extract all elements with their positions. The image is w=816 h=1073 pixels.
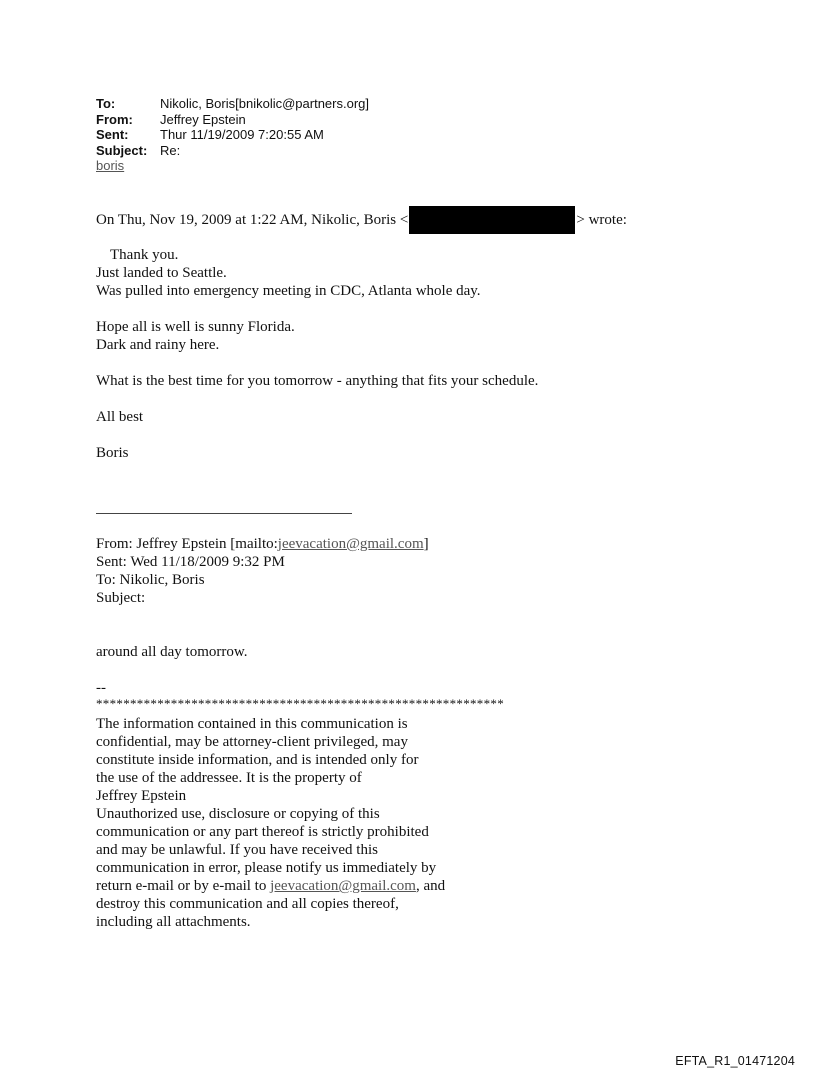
disclaimer-line: constitute inside information, and is intended only for (96, 752, 419, 768)
boris-link[interactable]: boris (96, 158, 125, 173)
document-id: EFTA_R1_01471204 (675, 1054, 795, 1068)
to-label: To: (96, 96, 116, 111)
subject-value: Re: (160, 142, 181, 158)
disclaimer-dashes: -- (96, 680, 106, 696)
disclaimer-line: the use of the addressee. It is the property of (96, 770, 362, 786)
disclaimer-line: return e-mail or by e-mail to jeevacation@gmail.com, and (96, 878, 446, 894)
disclaimer-email-link[interactable]: jeevacation@gmail.com (270, 878, 416, 894)
reply-attribution (96, 206, 627, 234)
redaction-box (409, 206, 575, 234)
reply-line: Dark and rainy here. (96, 337, 220, 353)
email-body (96, 206, 627, 931)
disclaimer-line: including all attachments. (96, 914, 251, 930)
disclaimer-line: communication or any part thereof is strictly prohibited (96, 824, 429, 840)
from-value: Jeffrey Epstein (160, 111, 246, 127)
sent-value: Thur 11/19/2009 7:20:55 AM (160, 127, 324, 142)
reply-line: Was pulled into emergency meeting in CDC, Atlanta whole day. (96, 283, 481, 299)
reply-line: Hope all is well is sunny Florida. (96, 319, 295, 335)
reply-line: All best (96, 409, 144, 425)
reply-line: Just landed to Seattle. (96, 265, 227, 281)
disclaimer-line: Unauthorized use, disclosure or copying of this (96, 806, 380, 822)
header-to-row (96, 96, 369, 112)
reply-line: What is the best time for you tomorrow - anything that fits your schedule. (96, 373, 539, 389)
original-to: To: Nikolic, Boris (96, 572, 205, 588)
disclaimer-line: Jeffrey Epstein (96, 788, 187, 804)
subject-label: Subject: (96, 142, 148, 158)
wrote-prefix: On Thu, Nov 19, 2009 at 1:22 AM, Nikolic, Boris < (96, 212, 409, 228)
header-link-row (96, 158, 369, 174)
original-subject: Subject: (96, 590, 146, 606)
email-link[interactable]: jeevacation@gmail.com (277, 536, 424, 552)
disclaimer-line: destroy this communication and all copies thereof, (96, 896, 399, 912)
sent-label: Sent: (96, 127, 129, 142)
from-label: From: (96, 111, 133, 127)
original-from: From: Jeffrey Epstein [mailto:jeevacation@gmail.com] (96, 536, 429, 552)
original-message: around all day tomorrow. (96, 644, 248, 660)
disclaimer-line: confidential, may be attorney-client privileged, may (96, 734, 408, 750)
wrote-suffix: > wrote: (576, 212, 627, 228)
reply-line: Thank you. (110, 247, 179, 263)
disclaimer-line: The information contained in this communication is (96, 716, 408, 732)
header-sent-row (96, 127, 369, 143)
email-header (96, 96, 369, 174)
reply-signature: Boris (96, 445, 129, 461)
header-subject-row (96, 143, 369, 159)
disclaimer-stars: ************************************************************ (96, 696, 504, 711)
disclaimer-line: communication in error, please notify us immediately by (96, 860, 437, 876)
to-value: Nikolic, Boris[bnikolic@partners.org] (160, 96, 369, 111)
original-sent: Sent: Wed 11/18/2009 9:32 PM (96, 554, 285, 570)
header-from-row (96, 112, 369, 128)
disclaimer-line: and may be unlawful. If you have received this (96, 842, 378, 858)
